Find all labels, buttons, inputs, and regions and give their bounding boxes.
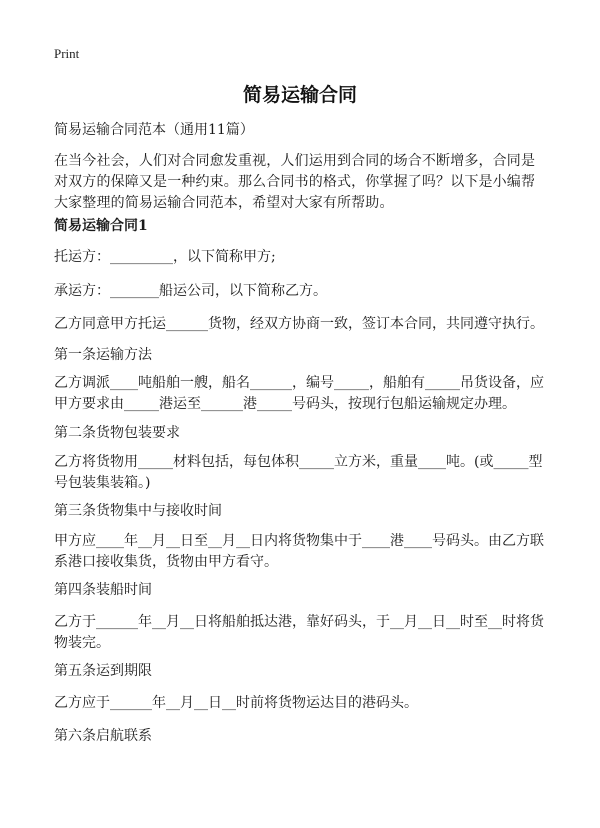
shipper-line: 托运方：_________，以下简称甲方; (54, 249, 276, 265)
document-title: 简易运输合同 (242, 84, 357, 106)
article-3-heading: 第三条货物集中与接收时间 (54, 503, 222, 519)
intro-paragraph: 在当今社会，人们对合同愈发重视，人们运用到合同的场合不断增多，合同是对双方的保障又是一种约束。那么合同书的格式，你掌握了吗？以下是小编帮大家整理的简易运输合同范本，希望对大家有所帮助。 (54, 153, 536, 211)
article-1-heading: 第一条运输方法 (54, 347, 152, 363)
carrier-line: 承运方：_______船运公司，以下简称乙方。 (54, 283, 327, 299)
article-5-text: 乙方应于______年__月__日__时前将货物运达目的港码头。 (54, 695, 418, 711)
article-2-text: 乙方将货物用_____材料包括，每包体积_____立方米，重量____吨。(或_____型号包装集装箱。) (54, 454, 543, 491)
article-6-heading: 第六条启航联系 (54, 728, 152, 744)
document-subtitle: 简易运输合同范本（通用11篇） (54, 122, 254, 138)
article-4-heading: 第四条装船时间 (54, 582, 152, 598)
article-1-text: 乙方调派____吨船舶一艘，船名______，编号_____，船舶有_____吊货设备，应甲方要求由_____港运至______港_____号码头，按现行包船运输规定办理。 (54, 375, 544, 412)
agreement-line: 乙方同意甲方托运______货物，经双方协商一致，签订本合同，共同遵守执行。 (54, 316, 544, 332)
article-5-heading: 第五条运到期限 (54, 663, 152, 679)
article-3-text: 甲方应____年__月__日至__月__日内将货物集中于____港____号码头。由乙方联系港口接收集货，货物由甲方看守。 (54, 533, 544, 570)
section-heading: 简易运输合同1 (54, 218, 148, 234)
print-link[interactable]: Print (54, 46, 80, 61)
article-4-text: 乙方于______年__月__日将船舶抵达港，靠好码头，于__月__日__时至__时将货物装完。 (54, 614, 544, 651)
article-2-heading: 第二条货物包装要求 (54, 425, 180, 441)
